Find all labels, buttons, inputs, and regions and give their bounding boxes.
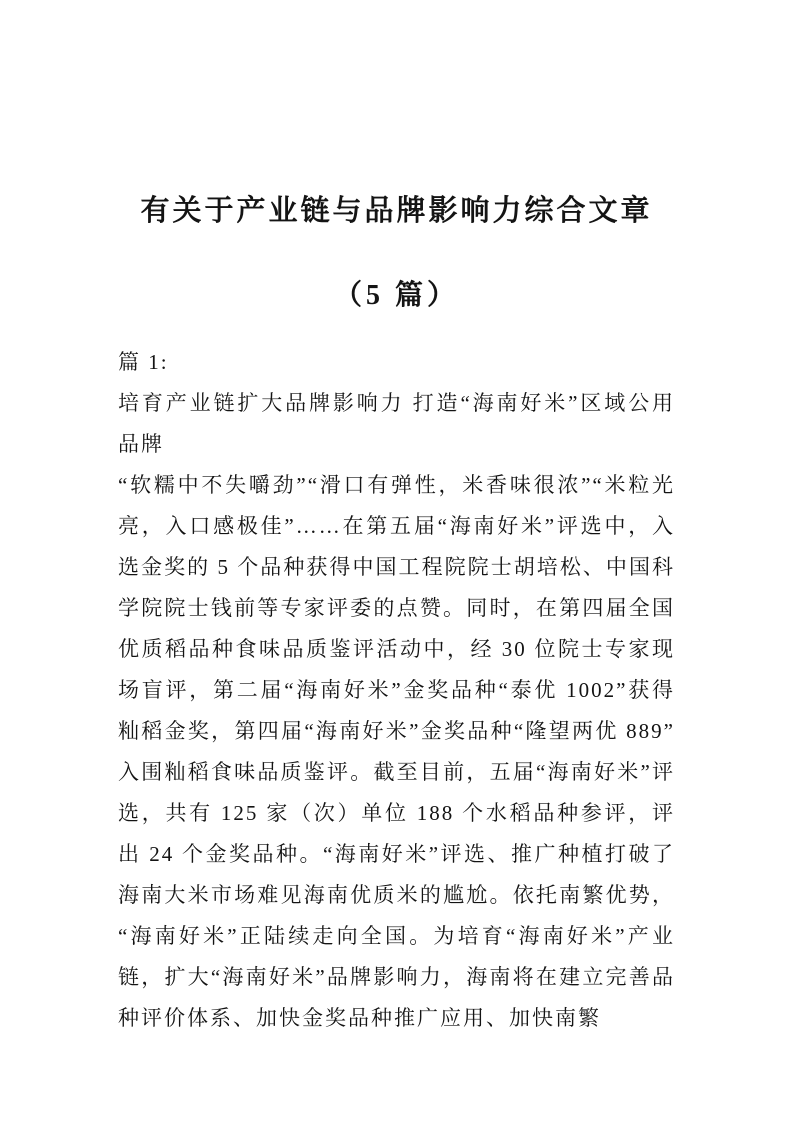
article-label: 篇 1: <box>118 350 169 374</box>
article-heading: 培育产业链扩大品牌影响力 打造“海南好米”区域公用品牌 <box>118 391 675 456</box>
document-subtitle: （5 篇） <box>333 280 459 311</box>
document-body <box>118 342 675 1039</box>
article-paragraph: “软糯中不失嚼劲”“滑口有弹性，米香味很浓”“米粒光亮，入口感极佳”……在第五届“海南好米”评选中，入选金奖的 5 个品种获得中国工程院院士胡培松、中国科学院院士钱前等专家评委的点赞。同时，在第四届全国优质稻品种食味品质鉴评活动中，经 30 位院士专家现场盲评，第二届“海南好米”金奖品种“泰优 1002”获得籼稻金奖，第四届“海南好米”金奖品种“隆望两优 889”入围籼稻食味品质鉴评。截至目前，五届“海南好米”评选，共有 125 家（次）单位 188 个水稻品种参评，评出 24 个金奖品种。“海南好米”评选、推广种植打破了海南大米市场难见海南优质米的尴尬。依托南繁优势，“海南好米”正陆续走向全国。为培育“海南好米”产业链，扩大“海南好米”品牌影响力，海南将在建立完善品种评价体系、加快金奖品种推广应用、加快南繁 <box>118 473 675 1030</box>
document-title: 有关于产业链与品牌影响力综合文章 <box>140 195 653 227</box>
